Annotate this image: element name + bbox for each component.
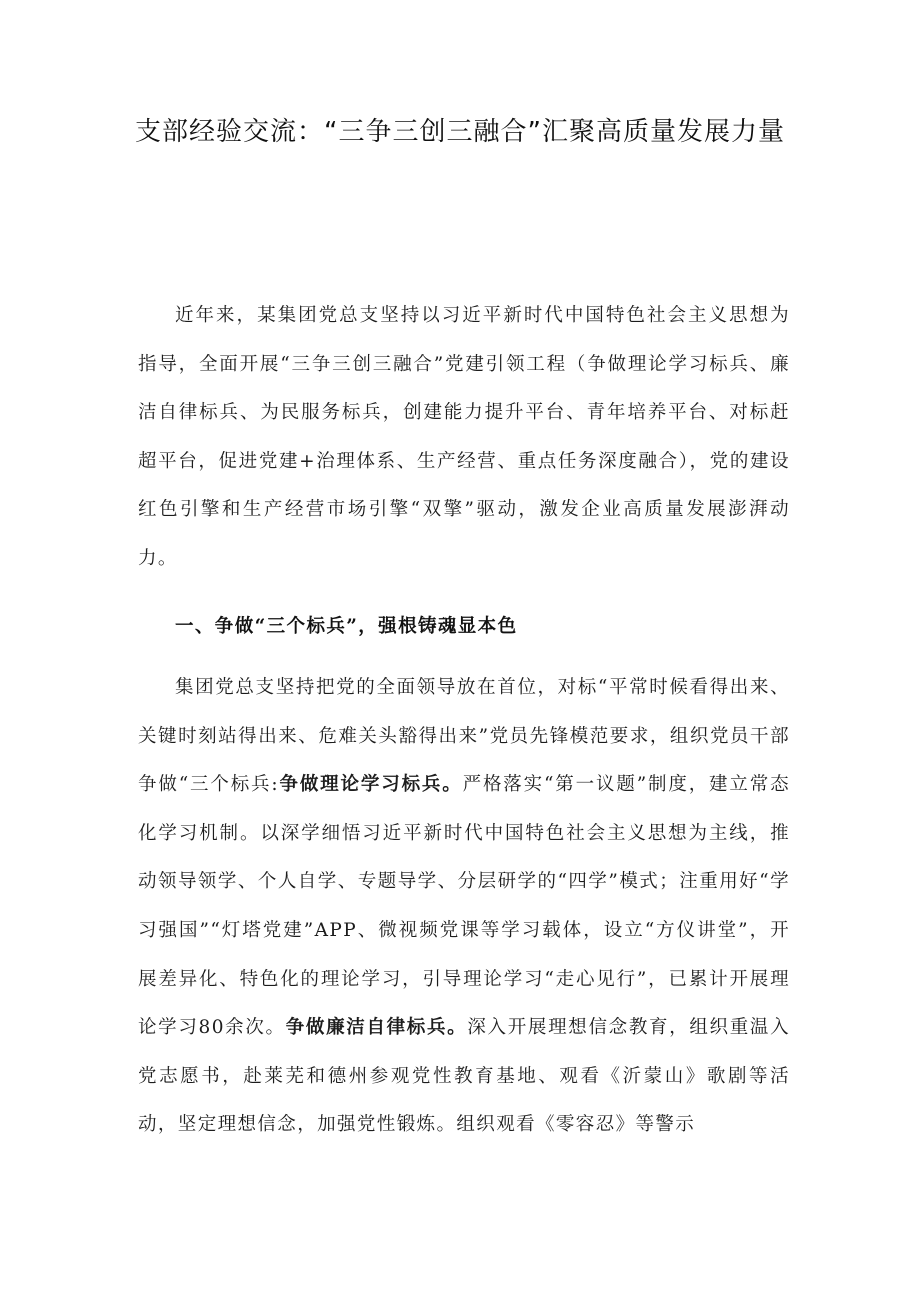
section-heading: 一、争做“三个标兵”，强根铸魂显本色 bbox=[175, 616, 518, 637]
intro-paragraph: 近年来，某集团党总支坚持以习近平新时代中国特色社会主义思想为指导，全面开展“三争三创三融合”党建引领工程（争做理论学习标兵、廉洁自律标兵、为民服务标兵，创建能力提升平台、青年培养平台、对标赶超平台，促进党建+治理体系、生产经营、重点任务深度融合），党的建设红色引擎和生产经营市场引擎“双擎”驱动，激发企业高质量发展澎湃动力。 bbox=[138, 305, 790, 569]
bold-phrase-theory-study: 争做理论学习标兵。 bbox=[279, 774, 463, 796]
paragraph-text: 严格落实“第一议题”制度，建立常态化学习机制。以深学细悟习近平新时代中国特色社会主义思想为主线，推动领导领学、个人自学、专题导学、分层研学的“四学”模式；注重用好“学习强国”“灯塔党建”APP、微视频党课等学习载体，设立“方仪讲堂”，开展差异化、特色化的理论学习，引导理论学习“走心见行”，已累计开展理论学习80余次。 bbox=[138, 774, 790, 1039]
document-title: 支部经验交流：“三争三创三融合”汇聚高质量发展力量 bbox=[135, 117, 785, 147]
bold-phrase-integrity: 争做廉洁自律标兵。 bbox=[285, 1017, 468, 1039]
paragraph-text: 深入开展理想信念教育，组织重温入党志愿书，赴莱芜和德州参观党性教育基地、观看《沂蒙山》歌剧等活动，坚定理想信念，加强党性锻炼。组织观看《零容忍》等警示 bbox=[138, 1017, 790, 1136]
paragraph-text: 集团党总支坚持把党的全面领导放在首位，对标“平常时候看得出来、关键时刻站得出来、危难关头豁得出来”党员先锋模范要求，组织党员干部争做“三个标兵: bbox=[138, 677, 790, 796]
section-paragraph bbox=[138, 664, 790, 1150]
